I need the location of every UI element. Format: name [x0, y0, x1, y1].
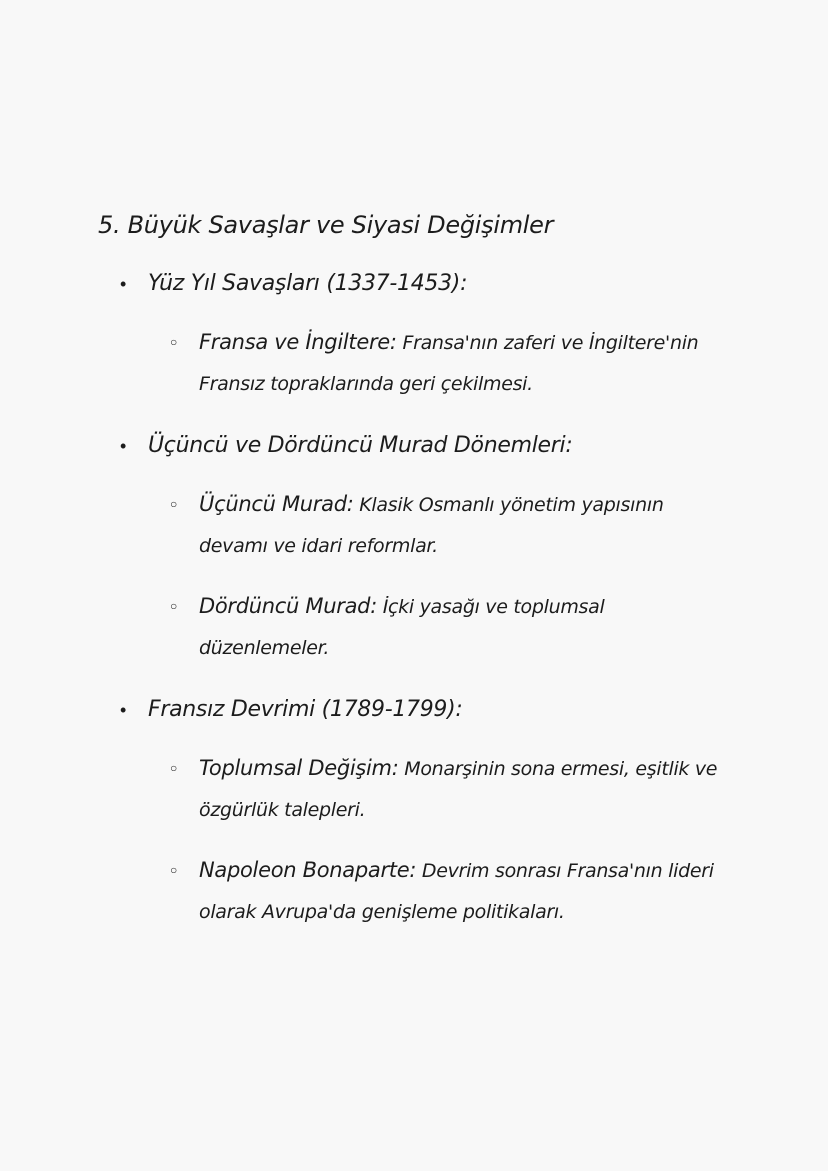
item-text: İçki yasağı ve toplumsal düzenlemeler. [199, 596, 605, 659]
section-title-text: Fransız Devrimi (1789-1799): [148, 697, 463, 722]
section-title-murad-eras [120, 430, 572, 463]
list-item [170, 748, 730, 831]
item-label: Dördüncü Murad: [199, 594, 377, 618]
item-label: Fransa ve İngiltere: [199, 330, 397, 354]
section-title-text: Yüz Yıl Savaşları (1337-1453): [148, 271, 468, 296]
circle-bullet-icon: ○ [170, 599, 177, 613]
bullet-icon: • [120, 700, 127, 721]
list-item [170, 850, 730, 933]
item-text: Devrim sonrası Fransa'nın lideri olarak Avrupa'da genişleme politikaları. [199, 860, 714, 923]
item-label: Napoleon Bonaparte: [199, 858, 417, 882]
list-item [170, 586, 730, 669]
item-label: Toplumsal Değişim: [199, 756, 399, 780]
bullet-icon: • [120, 436, 127, 457]
section-title-text: Üçüncü ve Dördüncü Murad Dönemleri: [148, 433, 573, 458]
section-heading: 5. Büyük Savaşlar ve Siyasi Değişimler [98, 211, 554, 239]
item-text: Fransa'nın zaferi ve İngiltere'nin Fransız topraklarında geri çekilmesi. [199, 332, 699, 395]
item-text: Klasik Osmanlı yönetim yapısının devamı ve idari reformlar. [199, 494, 664, 557]
item-label: Üçüncü Murad: [199, 492, 354, 516]
section-title-french-revolution [120, 694, 463, 727]
circle-bullet-icon: ○ [170, 335, 177, 349]
section-title-hundred-years-war [120, 268, 467, 301]
bullet-icon: • [120, 274, 127, 295]
circle-bullet-icon: ○ [170, 863, 177, 877]
list-item [170, 322, 730, 405]
circle-bullet-icon: ○ [170, 761, 177, 775]
circle-bullet-icon: ○ [170, 497, 177, 511]
list-item [170, 484, 730, 567]
item-text: Monarşinin sona ermesi, eşitlik ve özgürlük talepleri. [199, 758, 718, 821]
